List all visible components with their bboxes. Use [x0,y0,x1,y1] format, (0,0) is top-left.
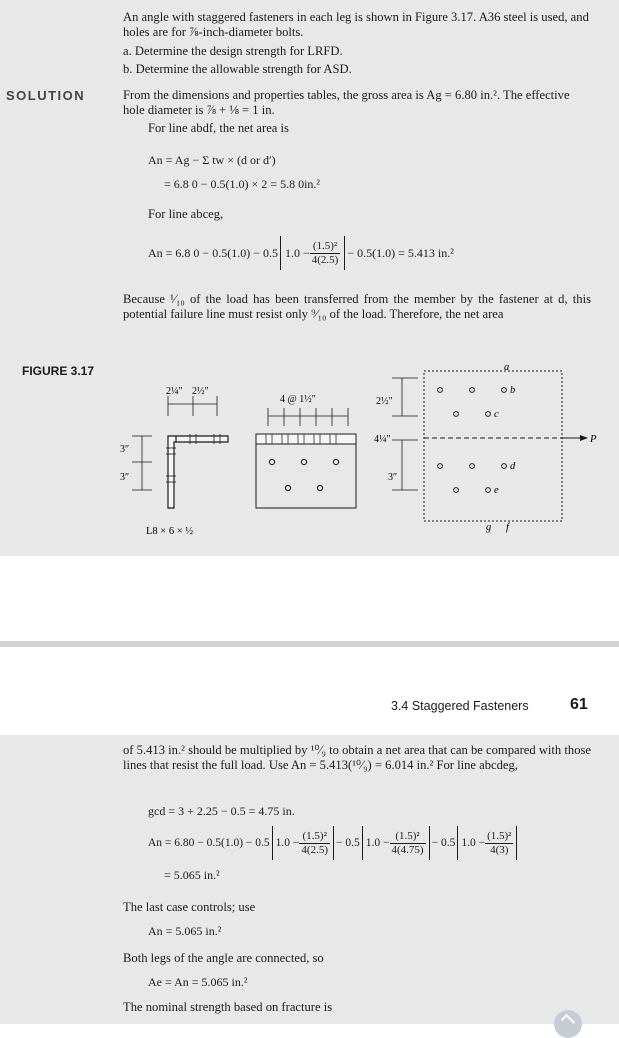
equation-4-t2-den: 4(4.75) [391,843,424,856]
point-d: d [510,461,516,472]
equation-4 [148,826,517,860]
pitch-label: 4 @ 1½″ [280,394,316,405]
pitch-dims [268,408,348,426]
equation-2 [148,236,454,270]
problem-part-a: a. Determine the design strength for LRFD. [123,44,343,58]
equation-2-rhs: − 0.5(1.0) = 5.413 in.² [347,245,454,260]
equation-1a: An = Ag − Σ tw × (d or d′) [148,153,276,167]
solution-label: SOLUTION [6,88,86,103]
equation-5: An = 5.065 in.² [148,924,222,938]
equation-2-lhs: An = 6.8 0 − 0.5(1.0) − 0.5 [148,245,278,260]
plate-holes [269,459,338,490]
equation-2-inner: 1.0 − [284,245,310,260]
angle-leg-dim-1: 3″ [120,444,130,455]
point-b: b [510,385,516,396]
problem-statement: An angle with staggered fasteners in each leg is shown in Figure 3.17. A36 steel is used, and holes are for ⅞-inch-diameter bolts. [123,10,589,40]
unfolded-angle-outline [424,371,562,521]
equation-4-t1-den: 4(2.5) [301,843,328,856]
equation-6: Ae = An = 5.065 in.² [148,975,248,989]
equation-4-mid-1: − 0.5 [336,837,360,849]
point-c: c [494,409,499,420]
figure-3-17 [118,356,598,546]
equation-4-lhs: An = 6.80 − 0.5(1.0) − 0.5 [148,837,270,849]
plate-top-edge [256,434,356,444]
load-label: P [590,434,597,445]
equation-4-t3-num: (1.5)² [487,829,512,842]
equation-4-t3-den: 4(3) [490,843,509,856]
point-f: f [506,522,509,533]
right-dim-2: 4¼″ [374,434,391,445]
point-e: e [494,485,499,496]
right-dim-3: 3″ [388,472,398,483]
angle-section [168,436,228,508]
line-abdf-text: For line abdf, the net area is [148,121,289,135]
scroll-up-button[interactable] [554,1010,582,1038]
angle-leg-dim-2: 3″ [120,472,130,483]
running-header-section: 3.4 Staggered Fasteners [391,699,529,713]
equation-2-num: (1.5)² [310,240,341,254]
equation-4-t2-num: (1.5)² [390,830,426,844]
solution-intro: From the dimensions and properties tables, the gross area is Ag = 6.80 in.². The effective hole diameter is ⅞ + ⅛ = 1 in. [123,88,570,118]
plate-face [256,444,356,508]
equation-4-one-1: 1.0 − [275,837,300,849]
load-arrow-icon [580,435,588,441]
problem-part-b: b. Determine the allowable strength for ASD. [123,62,352,76]
equation-4-result: = 5.065 in.² [164,868,220,882]
equation-3: gcd = 3 + 2.25 − 0.5 = 4.75 in. [148,804,295,818]
page-panel-bottom [0,735,619,1024]
equation-4-t1-num: (1.5)² [299,830,330,844]
page-number: 61 [570,696,588,713]
angle-top-dims [168,396,217,416]
line-abceg-text: For line abceg, [148,207,224,221]
unfolded-holes [438,388,507,493]
angle-dim-1: 2¼″ [166,386,183,397]
nominal-text: The nominal strength based on fracture is [123,1000,333,1014]
equation-1b: = 6.8 0 − 0.5(1.0) × 2 = 5.8 0in.² [164,177,320,191]
because-paragraph: Because ¹⁄₁₀ of the load has been transferred from the member by the fastener at d, this potential failure line must resist only ⁹⁄₁₀ of the load. Therefore, the net area [123,292,591,322]
point-a: a [504,362,510,373]
last-case-text: The last case controls; use [123,900,256,914]
section-label: L8 × 6 × ½ [146,526,194,537]
figure-label: FIGURE 3.17 [22,364,95,378]
equation-4-mid-2: − 0.5 [431,837,456,849]
both-legs-text: Both legs of the angle are connected, so [123,951,324,965]
right-dim-1: 2½″ [376,396,393,407]
point-g: g [486,522,492,533]
equation-4-one-2: 1.0 − [365,837,390,849]
equation-2-den: 4(2.5) [311,253,339,266]
angle-dim-2: 2½″ [192,386,209,397]
angle-left-dims [132,436,152,490]
page-divider [0,641,619,647]
continued-paragraph: of 5.413 in.² should be multiplied by ¹⁰⁄₉ to obtain a net area that can be compared with those lines that resist the full load. Use An = 5.413(¹⁰⁄₉) = 6.014 in.² For line abcdeg, [123,743,591,773]
equation-4-one-3: 1.0 − [461,837,486,849]
